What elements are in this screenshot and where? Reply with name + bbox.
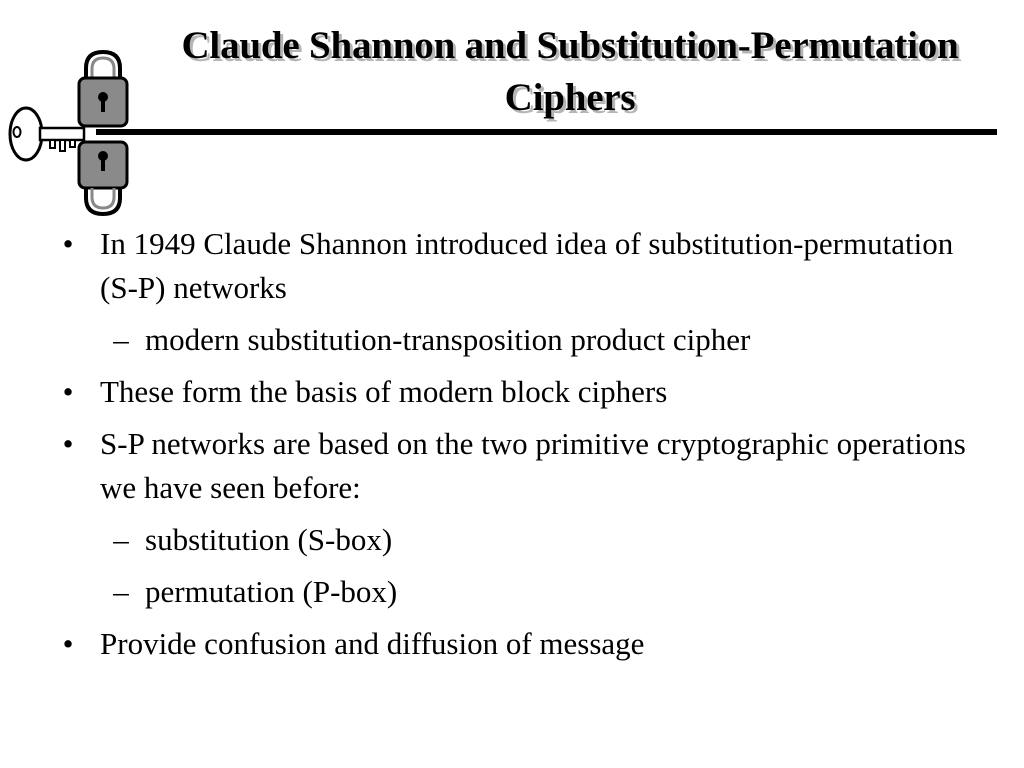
dash-marker: – bbox=[113, 522, 129, 557]
bullet-marker: • bbox=[62, 426, 74, 461]
padlock-icon bbox=[79, 52, 127, 126]
bullet-item bbox=[58, 422, 998, 510]
sub-bullet-text: permutation (P-box) bbox=[145, 574, 398, 609]
bullet-list bbox=[58, 222, 998, 674]
sub-bullet-item bbox=[58, 570, 998, 614]
bullet-text: Provide confusion and diffusion of message bbox=[100, 626, 645, 661]
bullet-marker: • bbox=[62, 226, 74, 261]
dash-marker: – bbox=[113, 322, 129, 357]
bullet-item bbox=[58, 370, 998, 414]
bullet-marker: • bbox=[62, 626, 74, 661]
slide-title: Claude Shannon and Substitution-Permutation Ciphers bbox=[181, 24, 959, 119]
bullet-text: S-P networks are based on the two primitive cryptographic operations we have seen before: bbox=[100, 426, 966, 505]
bullet-item bbox=[58, 622, 998, 666]
bullet-text: In 1949 Claude Shannon introduced idea of substitution-permutation (S-P) networks bbox=[100, 226, 954, 305]
sub-bullet-text: substitution (S-box) bbox=[145, 522, 393, 557]
bullet-text: These form the basis of modern block ciphers bbox=[100, 374, 668, 409]
dash-marker: – bbox=[113, 574, 129, 609]
title-underline bbox=[96, 129, 997, 135]
sub-bullet-item bbox=[58, 318, 998, 362]
bullet-item bbox=[58, 222, 998, 310]
key-icon bbox=[10, 108, 84, 160]
bullet-marker: • bbox=[62, 374, 74, 409]
sub-bullet-text: modern substitution-transposition product cipher bbox=[145, 322, 751, 357]
sub-bullet-item bbox=[58, 518, 998, 562]
padlock-icon bbox=[79, 142, 127, 214]
